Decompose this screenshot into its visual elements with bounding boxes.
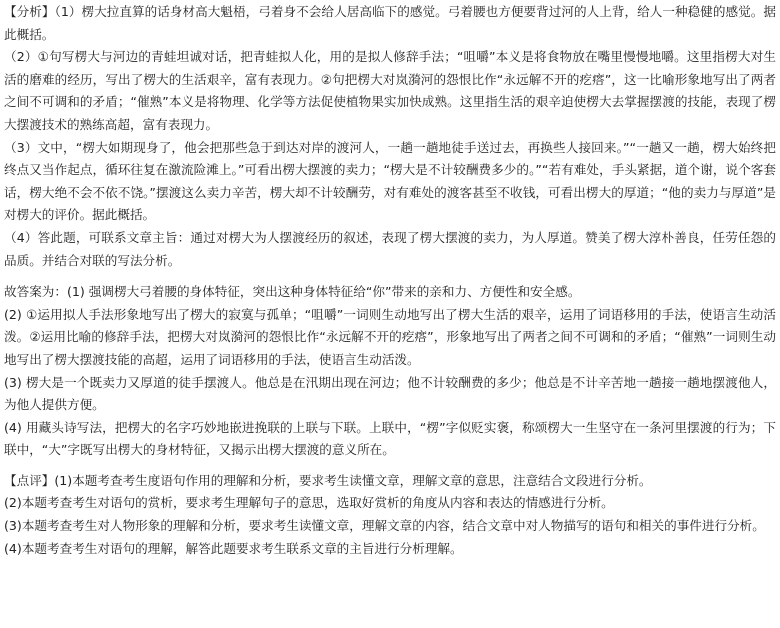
answer-1: 故答案为：(1) 强调楞大弓着腰的身体特征，突出这种身体特征给“你”带来的亲和力、方便性和安全感。: [4, 284, 581, 300]
analysis-section: [4, 1, 776, 272]
section-spacer: [4, 462, 776, 470]
section-spacer: [4, 272, 776, 281]
analysis-part-4: （4）答此题，可联系文章主旨：通过对楞大为人摆渡经历的叙述，表现了楞大摆渡的卖力，为人厚道。赞美了楞大淳朴善良，任劳任怨的品质。并结合对联的写法分析。: [4, 229, 776, 268]
comment-3: (3)本题考查考生对人物形象的理解和分析，要求考生读懂文章，理解文章的内容，结合文章中对人物描写的语句和相关的事件进行分析。: [4, 518, 765, 534]
analysis-part-2: （2）①句写楞大与河边的青蛙坦诚对话，把青蛙拟人化，用的是拟人修辞手法；“咀嚼”本义是将食物放在嘴里慢慢地嚼。这里指楞大对生活的磨难的经历，写出了楞大的生活艰辛，富有表现力。②句把楞大对岚漪河的怨恨比作“永远解不开的疙瘩”，这一比喻形象地写出了两者之间不可调和的矛盾；“催熟”本义是将物理、化学等方法促使植物果实加快成熟。这里指生活的艰辛迫使楞大去掌握摆渡的技能，表现了楞大摆渡技术的熟练高超，富有表现力。: [4, 49, 776, 132]
answer-4: (4) 用藏头诗写法，把楞大的名字巧妙地嵌进挽联的上联与下联。上联中，“楞”字似贬实褒，称颂楞大一生坚守在一条河里摆渡的行为；下联中，“大”字既写出楞大的身材特征，又揭示出楞大摆渡的意义所在。: [4, 419, 776, 458]
analysis-part-1: 【分析】（1）楞大拉直算的话身材高大魁梧，弓着身不会给人居高临下的感觉。弓着腰也方便要背过河的人上背，给人一种稳健的感觉。据此概括。: [4, 4, 776, 42]
comment-1: 【点评】(1)本题考查考生度语句作用的理解和分析，要求考生读懂文章，理解文章的意思，注意结合文段进行分析。: [4, 472, 652, 488]
analysis-part-3: （3）文中，“楞大如期现身了，他会把那些急于到达对岸的渡河人，一趟一趟地徒手送过去，再换些人接回来。”“一趟又一趟，楞大始终把终点又当作起点，循环往复在激流险滩上。”可看出楞大摆渡的卖力；“楞大是不计较酬费多少的。”“若有难处，手头紧据，道个谢，说个客套话，楞大绝不会不依不饶。”摆渡这么卖力辛苦，楞大却不计较酬劳，对有难处的渡客甚至不收钱，可看出楞大的厚道；“他的卖力与厚道”是对楞大的评价。据此概括。: [4, 139, 776, 223]
answer-2: (2) ①运用拟人手法形象地写出了楞大的寂寞与孤单；“咀嚼”一词则生动地写出了楞大生活的艰辛，运用了词语移用的手法，使语言生动活泼。②运用比喻的修辞手法，把楞大对岚漪河的怨恨比作“永远解不开的疙瘩”，形象地写出了两者之间不可调和的矛盾；“催熟”一词则生动地写出了楞大摆渡技能的高超，运用了词语移用的手法，使语言生动活泼。: [4, 306, 776, 367]
answer-section: [4, 281, 776, 462]
comment-2: (2)本题考查考生对语句的赏析，要求考生理解句子的意思，选取好赏析的角度从内容和表达的情感进行分析。: [4, 495, 614, 511]
answer-3: (3) 楞大是一个既卖力又厚道的徒手摆渡人。他总是在汛期出现在河边；他不计较酬费的多少；他总是不计辛苦地一趟接一趟地摆渡他人，为他人提供方便。: [4, 374, 776, 413]
comment-section: [4, 470, 776, 560]
comment-4: (4)本题考查考生对语句的理解，解答此题要求考生联系文章的主旨进行分析理解。: [4, 540, 463, 556]
